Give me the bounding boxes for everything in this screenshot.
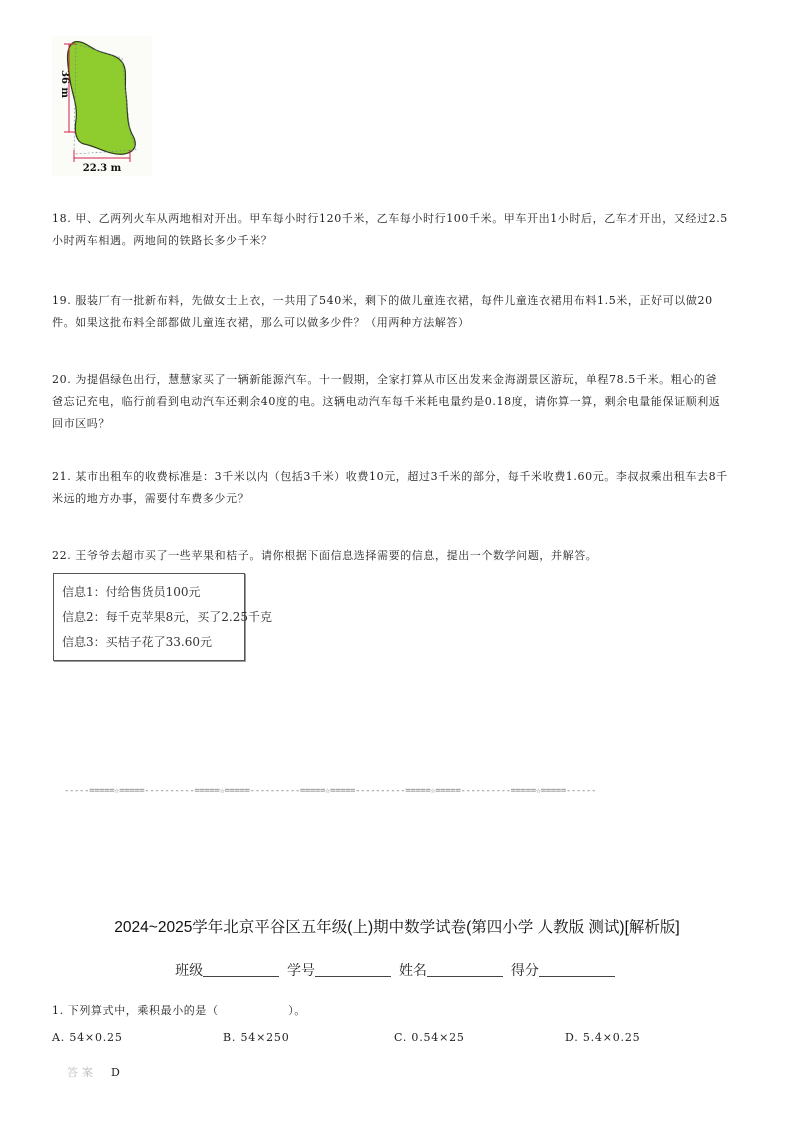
option-a: A. 54×0.25 <box>52 1031 123 1044</box>
question-text-line: 服装厂有一批新布料，先做女士上衣，一共用了540米，剩下的做儿童连衣裙，每件儿童连衣裙用布料1.5米，正好可以做20 <box>75 294 713 307</box>
question-text-line: 王爷爷去超市买了一些苹果和桔子。请你根据下面信息选择需要的信息，提出一个数学问题，并解答。 <box>75 549 598 562</box>
score-blank[interactable] <box>539 962 615 977</box>
info-item: 信息3：买桔子花了33.60元 <box>62 635 212 649</box>
answer-value: D <box>111 1066 120 1079</box>
question-20 <box>52 369 752 435</box>
question-text-line: 回市区吗？ <box>52 417 110 430</box>
question-text-line: 为提倡绿色出行，慧慧家买了一辆新能源汽车。十一假期，全家打算从市区出发来金海湖景区游玩，单程78.5千米。粗心的爸 <box>75 373 718 386</box>
info-item: 信息2：每千克苹果8元，买了2.25千克 <box>62 610 272 624</box>
option-d: D. 5.4×0.25 <box>565 1031 641 1044</box>
field-label-id: 学号 <box>287 962 316 978</box>
option-c: C. 0.54×25 <box>394 1031 465 1044</box>
width-label: 22.3 m <box>82 163 122 174</box>
exam-title: 2024~2025学年北京平谷区五年级(上)期中数学试卷(第四小学 人教版 测试)[解析版] <box>114 919 680 936</box>
height-label: 36 m <box>59 70 70 98</box>
info-item: 信息1：付给售货员100元 <box>62 585 201 599</box>
question-number: 18. <box>52 212 72 225</box>
student-info-line <box>0 960 794 980</box>
question-1-stem: 1. 下列算式中，乘积最小的是（ ）。 <box>52 1004 306 1017</box>
answer-label: 答案 <box>67 1066 97 1079</box>
id-blank[interactable] <box>315 962 391 977</box>
info-box <box>53 573 272 661</box>
field-label-score: 得分 <box>510 962 539 978</box>
option-b: B. 54×250 <box>223 1031 290 1044</box>
question-text-line: 米远的地方办事，需要付车费多少元？ <box>52 492 250 505</box>
question-21 <box>52 466 752 510</box>
question-22 <box>52 545 752 567</box>
question-text-line: 件。如果这批布料全部都做儿童连衣裙，那么可以做多少件？（用两种方法解答） <box>52 316 470 329</box>
name-blank[interactable] <box>427 962 503 977</box>
question-text-line: 小时两车相遇。两地间的铁路长多少千米？ <box>52 234 273 247</box>
question-number: 21. <box>52 470 72 483</box>
answer-line <box>67 1064 120 1080</box>
field-label-class: 班级 <box>175 962 204 978</box>
question-text-line: 某市出租车的收费标准是：3千米以内（包括3千米）收费10元，超过3千米的部分，每千米收费1.60元。李叔叔乘出租车去8千 <box>75 470 728 483</box>
question-19 <box>52 290 752 334</box>
field-label-name: 姓名 <box>398 962 427 978</box>
question-text-line: 爸忘记充电，临行前看到电动汽车还剩余40度的电。这辆电动汽车每千米耗电量约是0.18度，请你算一算，剩余电量能保证顺利返 <box>52 395 721 408</box>
question-number: 19. <box>52 294 72 307</box>
map-figure <box>52 36 152 176</box>
question-number: 22. <box>52 549 72 562</box>
question-18 <box>52 208 752 252</box>
question-text-line: 甲、乙两列火车从两地相对开出。甲车每小时行120千米，乙车每小时行100千米。甲车开出1小时后，乙车才开出，又经过2.5 <box>75 212 728 225</box>
question-number: 20. <box>52 373 72 386</box>
class-blank[interactable] <box>203 962 279 977</box>
section-divider: -----=====☆=====----------=====☆=====----------=====☆=====----------=====☆=====----------=====☆=====------ <box>64 786 596 796</box>
